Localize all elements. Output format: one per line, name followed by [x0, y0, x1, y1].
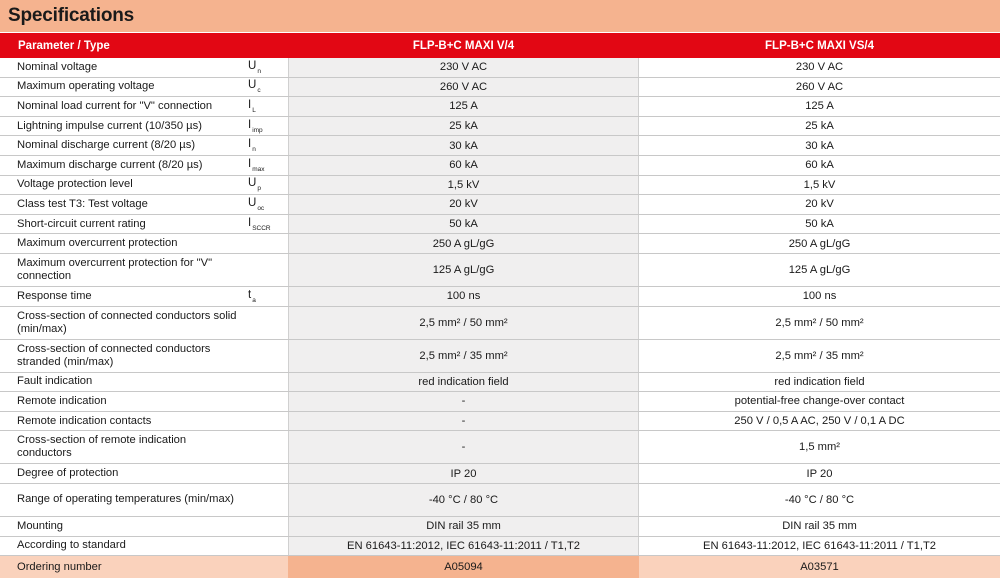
parameter-label: Cross-section of connected conductors stranded (min/max) [17, 342, 211, 368]
value-v: - [288, 412, 639, 431]
ordering-number-row [0, 556, 1000, 578]
table-row [0, 176, 1000, 196]
parameter-label: Nominal discharge current (8/20 µs) [17, 139, 196, 152]
page-title: Specifications [0, 0, 1000, 32]
parameter-symbol [248, 157, 265, 173]
value-vs: -40 °C / 80 °C [639, 484, 1000, 516]
value-vs: 1,5 mm² [639, 431, 1000, 463]
value-v: 100 ns [288, 287, 639, 306]
table-row [0, 215, 1000, 235]
symbol-cell [240, 197, 288, 212]
parameter-label: Voltage protection level [17, 178, 133, 191]
value-vs: IP 20 [639, 464, 1000, 483]
table-row [0, 136, 1000, 156]
value-vs: 125 A gL/gG [639, 254, 1000, 286]
value-v: 2,5 mm² / 35 mm² [288, 340, 639, 372]
value-v: 230 V AC [288, 58, 639, 77]
symbol-base: I [248, 216, 252, 229]
header-product-v: FLP-B+C MAXI V/4 [412, 39, 515, 52]
symbol-base: t [248, 288, 252, 301]
table-row [0, 537, 1000, 557]
symbol-subscript: c [257, 87, 261, 95]
value-vs: 100 ns [639, 287, 1000, 306]
symbol-cell [240, 138, 288, 153]
symbol-subscript: n [257, 67, 261, 75]
value-vs: 230 V AC [639, 58, 1000, 77]
symbol-cell [240, 217, 288, 232]
value-vs: EN 61643-11:2012, IEC 61643-11:2011 / T1,T2 [639, 537, 1000, 556]
table-row [0, 97, 1000, 117]
value-v: - [288, 392, 639, 411]
symbol-base: U [248, 79, 257, 92]
parameter-symbol [248, 118, 263, 134]
symbol-cell [240, 99, 288, 114]
parameter-label: Remote indication [17, 394, 107, 407]
value-vs: 30 kA [639, 136, 1000, 155]
value-v: IP 20 [288, 464, 639, 483]
parameter-label: Cross-section of remote indication conductors [17, 434, 187, 460]
value-v: -40 °C / 80 °C [288, 484, 639, 516]
parameter-label: Mounting [17, 519, 64, 532]
parameter-symbol [248, 216, 271, 232]
symbol-base: I [248, 138, 252, 151]
parameter-label: Nominal voltage [17, 60, 98, 73]
value-v: 50 kA [288, 215, 639, 234]
table-row [0, 307, 1000, 340]
parameter-label: Nominal load current for "V" connection [17, 99, 213, 112]
table-row [0, 517, 1000, 537]
value-v: 1,5 kV [288, 176, 639, 195]
symbol-subscript: a [252, 296, 256, 304]
value-v: 2,5 mm² / 50 mm² [288, 307, 639, 339]
value-vs: A03571 [639, 556, 1000, 578]
symbol-subscript: SCCR [252, 224, 271, 232]
spec-table [0, 58, 1000, 578]
table-header [0, 33, 1000, 58]
value-v: 30 kA [288, 136, 639, 155]
symbol-cell [240, 79, 288, 94]
symbol-cell [240, 60, 288, 75]
value-v: 250 A gL/gG [288, 234, 639, 253]
symbol-cell [240, 119, 288, 134]
parameter-symbol [248, 196, 265, 212]
value-vs: 2,5 mm² / 50 mm² [639, 307, 1000, 339]
value-v: 25 kA [288, 117, 639, 136]
value-vs: 50 kA [639, 215, 1000, 234]
parameter-symbol [248, 177, 261, 193]
table-row [0, 156, 1000, 176]
symbol-subscript: n [252, 146, 256, 154]
parameter-label: Class test T3: Test voltage [17, 197, 148, 210]
parameter-label: Maximum operating voltage [17, 80, 155, 93]
value-v: - [288, 431, 639, 463]
symbol-subscript: imp [252, 126, 263, 134]
value-vs: 2,5 mm² / 35 mm² [639, 340, 1000, 372]
parameter-label: Maximum overcurrent protection [17, 237, 178, 250]
parameter-label: Short-circuit current rating [17, 217, 146, 230]
value-vs: 250 V / 0,5 A AC, 250 V / 0,1 A DC [639, 412, 1000, 431]
parameter-label: Fault indication [17, 375, 93, 388]
parameter-label: Range of operating temperatures (min/max) [17, 493, 235, 506]
table-row [0, 464, 1000, 484]
table-row [0, 340, 1000, 373]
value-vs: 60 kA [639, 156, 1000, 175]
parameter-symbol [248, 288, 256, 304]
header-parameter: Parameter / Type [18, 39, 110, 52]
value-vs: 25 kA [639, 117, 1000, 136]
value-vs: red indication field [639, 373, 1000, 392]
value-v: 60 kA [288, 156, 639, 175]
table-row [0, 392, 1000, 412]
table-row [0, 117, 1000, 137]
parameter-symbol [248, 79, 261, 95]
symbol-base: I [248, 98, 252, 111]
parameter-label: Degree of protection [17, 467, 119, 480]
value-v: 20 kV [288, 195, 639, 214]
parameter-label: Lightning impulse current (10/350 µs) [17, 119, 202, 132]
parameter-symbol [248, 98, 256, 114]
symbol-subscript: max [252, 165, 265, 173]
value-vs: 250 A gL/gG [639, 234, 1000, 253]
table-row [0, 373, 1000, 393]
symbol-base: U [248, 59, 257, 72]
symbol-subscript: L [252, 106, 256, 114]
symbol-subscript: p [257, 185, 261, 193]
value-v: 125 A [288, 97, 639, 116]
value-v: red indication field [288, 373, 639, 392]
symbol-base: I [248, 118, 252, 131]
parameter-label: Maximum discharge current (8/20 µs) [17, 158, 203, 171]
table-row [0, 431, 1000, 464]
parameter-label: Response time [17, 289, 92, 302]
symbol-base: U [248, 196, 257, 209]
table-row [0, 484, 1000, 517]
symbol-subscript: oc [257, 204, 265, 212]
symbol-cell [240, 158, 288, 173]
value-v: 125 A gL/gG [288, 254, 639, 286]
parameter-label: Ordering number [17, 560, 102, 573]
value-vs: 260 V AC [639, 78, 1000, 97]
value-v: A05094 [288, 556, 639, 578]
parameter-symbol [248, 138, 256, 154]
value-v: 260 V AC [288, 78, 639, 97]
table-row [0, 195, 1000, 215]
parameter-symbol [248, 59, 261, 75]
value-vs: 1,5 kV [639, 176, 1000, 195]
table-row [0, 254, 1000, 287]
value-vs: 20 kV [639, 195, 1000, 214]
symbol-base: U [248, 177, 257, 190]
symbol-cell [240, 177, 288, 192]
parameter-label: Remote indication contacts [17, 414, 152, 427]
value-v: DIN rail 35 mm [288, 517, 639, 536]
table-row [0, 287, 1000, 307]
value-vs: potential-free change-over contact [639, 392, 1000, 411]
symbol-base: I [248, 157, 252, 170]
parameter-label: Cross-section of connected conductors solid (min/max) [17, 309, 237, 335]
table-row [0, 412, 1000, 432]
table-row [0, 234, 1000, 254]
parameter-label: According to standard [17, 539, 126, 552]
header-product-vs: FLP-B+C MAXI VS/4 [765, 39, 874, 52]
table-row [0, 78, 1000, 98]
table-row [0, 58, 1000, 78]
value-vs: 125 A [639, 97, 1000, 116]
parameter-label: Maximum overcurrent protection for "V" connection [17, 256, 213, 282]
symbol-cell [240, 289, 288, 304]
value-vs: DIN rail 35 mm [639, 517, 1000, 536]
value-v: EN 61643-11:2012, IEC 61643-11:2011 / T1,T2 [288, 537, 639, 556]
